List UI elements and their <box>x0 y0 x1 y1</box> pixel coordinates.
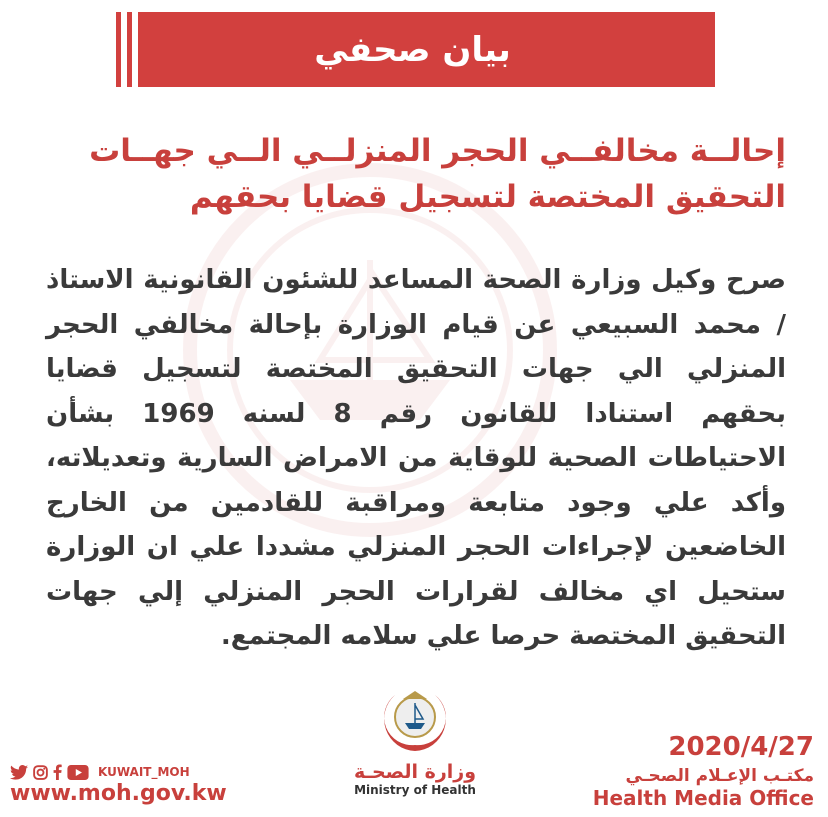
body-paragraph: صرح وكيل وزارة الصحة المساعد للشئون القانونية الاستاذ / محمد السبيعي عن قيام الوزارة بإحالة مخالفي الحجر المنزلي الي جهات التحقيق المختصة لتسجيل قضايا بحقهم استنادا للقانون رقم 8 لسنه 1969 بشأن الاحتياطات الصحية للوقاية من الامراض السارية وتعديلاته، وأكد علي وجود متابعة ومراقبة للقادمين من الخارج الخاضعين لإجراءات الحجر المنزلي مشددا علي ان الوزارة ستحيل اي مخالف لقرارات الحجر المنزلي إلي جهات التحقيق المختصة حرصا علي سلامه المجتمع. <box>46 265 787 651</box>
headline-line-1: إحالــة مخالفــي الحجر المنزلــي الــي جهــات <box>89 133 786 169</box>
ministry-name-en: Ministry of Health <box>354 783 476 797</box>
social-handle[interactable]: KUWAIT_MOH <box>98 765 190 779</box>
social-row <box>10 764 227 780</box>
ministry-emblem-icon <box>375 685 455 755</box>
youtube-icon[interactable] <box>67 765 89 780</box>
publish-date: 2020/4/27 <box>668 732 814 762</box>
facebook-icon[interactable] <box>53 764 62 780</box>
office-name-ar: مكتـب الإعـلام الصحـي <box>625 766 814 786</box>
instagram-icon[interactable] <box>33 765 48 780</box>
twitter-icon[interactable] <box>10 765 28 780</box>
ministry-logo <box>330 685 500 797</box>
banner-stripes <box>110 12 140 87</box>
ministry-name-ar: وزارة الصحـة <box>353 761 477 783</box>
page-title: بيان صحفي <box>314 29 511 70</box>
office-name-en: Health Media Office <box>592 786 814 810</box>
footer-social <box>10 764 227 806</box>
headline <box>46 128 786 220</box>
footer-office <box>593 732 814 810</box>
header-banner <box>110 12 715 87</box>
website-link[interactable]: www.moh.gov.kw <box>10 781 227 806</box>
headline-line-2: التحقيق المختصة لتسجيل قضايا بحقهم <box>189 179 786 215</box>
